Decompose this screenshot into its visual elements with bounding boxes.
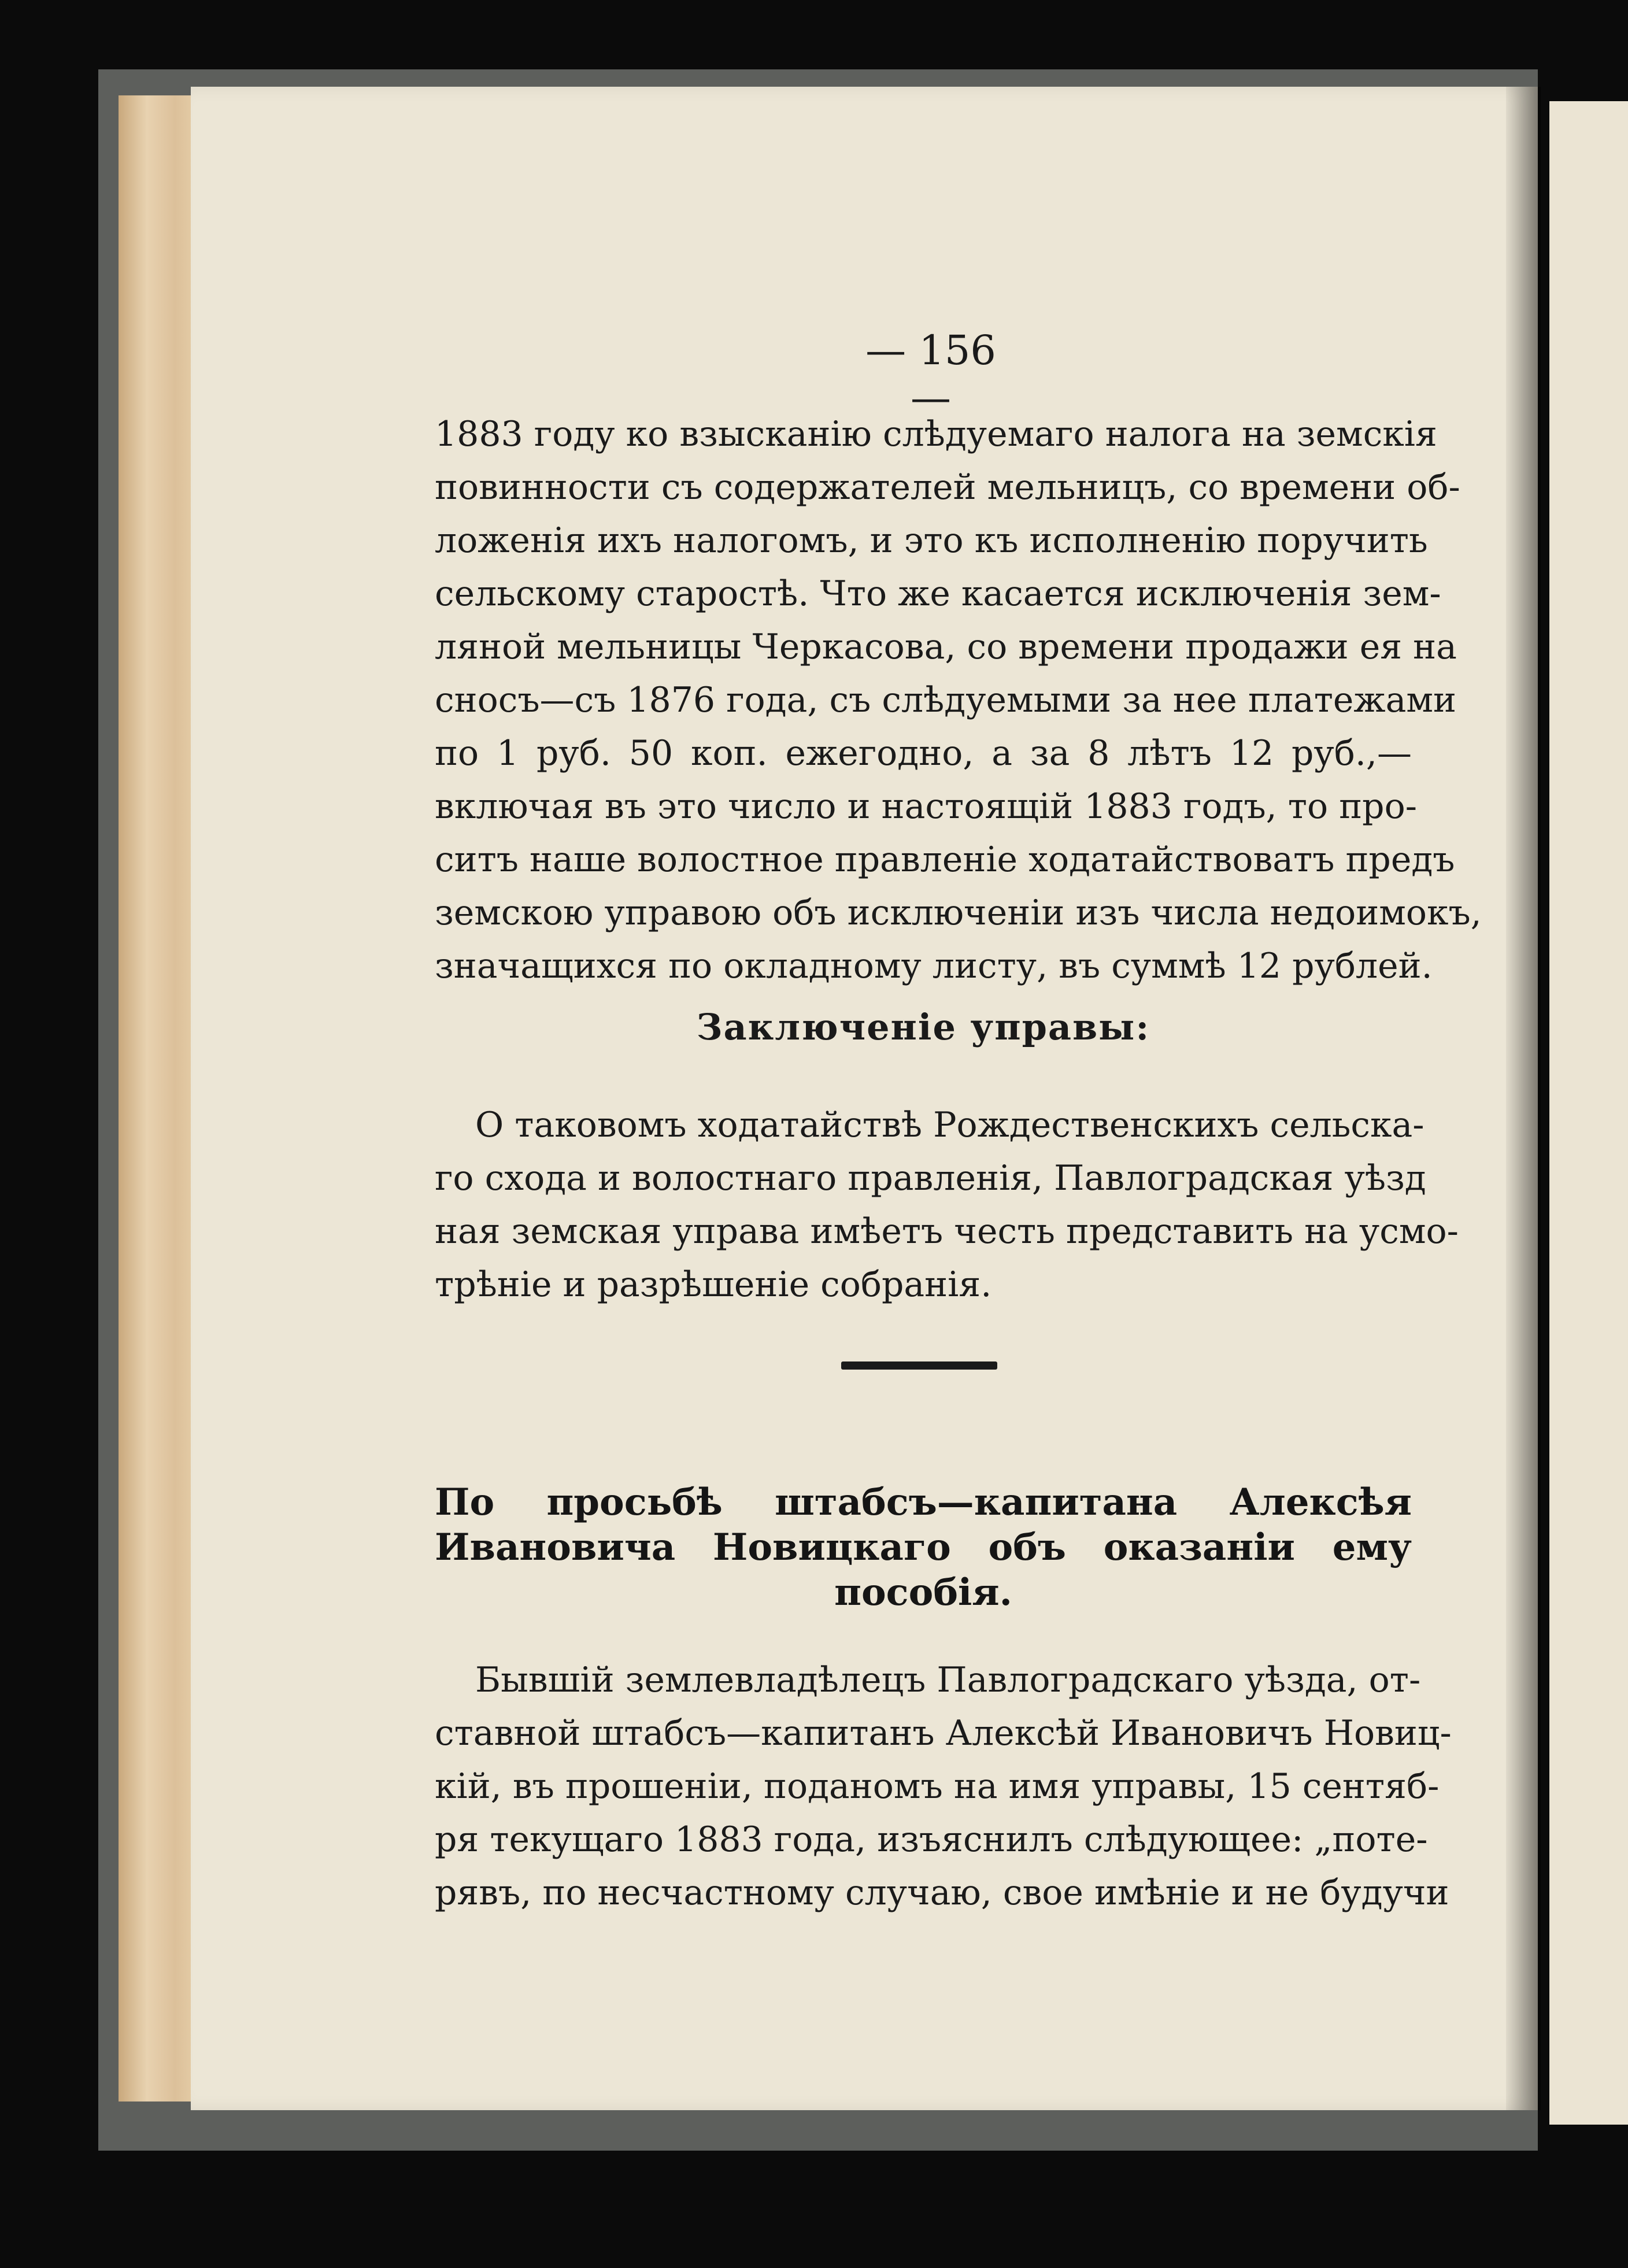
text-line: кій, въ прошеніи, поданомъ на имя управы, 15 сентяб-: [435, 1766, 1440, 1807]
text-line: значащихся по окладному листу, въ суммѣ 12 рублей.: [435, 946, 1433, 986]
text-line: О таковомъ ходатайствѣ Рождественскихъ сельска-: [475, 1105, 1424, 1145]
paragraph-1: [435, 408, 1482, 993]
page-edges: [119, 95, 199, 2101]
paragraph-3: [435, 1653, 1452, 1919]
text-line: Бывшій землевладѣлецъ Павлоградскаго уѣзда, от-: [475, 1660, 1421, 1700]
text-line: земскою управою объ исключеніи изъ числа недоимокъ,: [435, 893, 1482, 933]
text-line: по 1 руб. 50 коп. ежегодно, а за 8 лѣтъ 12 руб.,—: [435, 733, 1412, 774]
section-heading-petition: [435, 1480, 1412, 1615]
text-line: ставной штабсъ—капитанъ Алексѣй Ивановичъ Новиц-: [435, 1713, 1452, 1753]
text-line: трѣніе и разрѣшеніе собранія.: [435, 1264, 992, 1305]
section-divider: [841, 1361, 997, 1370]
text-line: рявъ, по несчастному случаю, свое имѣніе и не будучи: [435, 1873, 1449, 1913]
text-line: сносъ—съ 1876 года, съ слѣдуемыми за нее платежами: [435, 680, 1457, 720]
text-line: повинности съ содержателей мельницъ, со времени об-: [435, 467, 1460, 508]
text-line: ситъ наше волостное правленіе ходатайствоватъ предъ: [435, 839, 1455, 880]
paragraph-2: [435, 1098, 1459, 1311]
heading-line: Ивановича Новицкаго объ оказаніи ему: [435, 1526, 1412, 1569]
heading-line: По просьбѣ штабсъ—капитана Алексѣя: [435, 1481, 1412, 1524]
heading-line: пособія.: [834, 1571, 1012, 1614]
text-line: ляной мельницы Черкасова, со времени продажи ея на: [435, 627, 1457, 667]
page-number: — 156 —: [865, 327, 996, 421]
text-line: включая въ это число и настоящій 1883 годъ, то про-: [435, 786, 1417, 827]
text-line: ложенія ихъ налогомъ, и это къ исполненію поручить: [435, 520, 1428, 561]
next-page-edge: [1549, 101, 1628, 2125]
page-gutter-shadow: [1506, 87, 1541, 2110]
text-line: ря текущаго 1883 года, изъяснилъ слѣдующее: „поте-: [435, 1819, 1428, 1860]
text-line: сельскому старостѣ. Что же касается исключенія зем-: [435, 574, 1441, 614]
text-line: ная земская управа имѣетъ честь представить на усмо-: [435, 1211, 1459, 1252]
text-line: го схода и волостнаго правленія, Павлоградская уѣзд: [435, 1158, 1426, 1198]
section-heading-conclusion: Заключеніе управы:: [696, 1006, 1150, 1048]
text-line: 1883 году ко взысканію слѣдуемаго налога на земскія: [435, 414, 1437, 454]
